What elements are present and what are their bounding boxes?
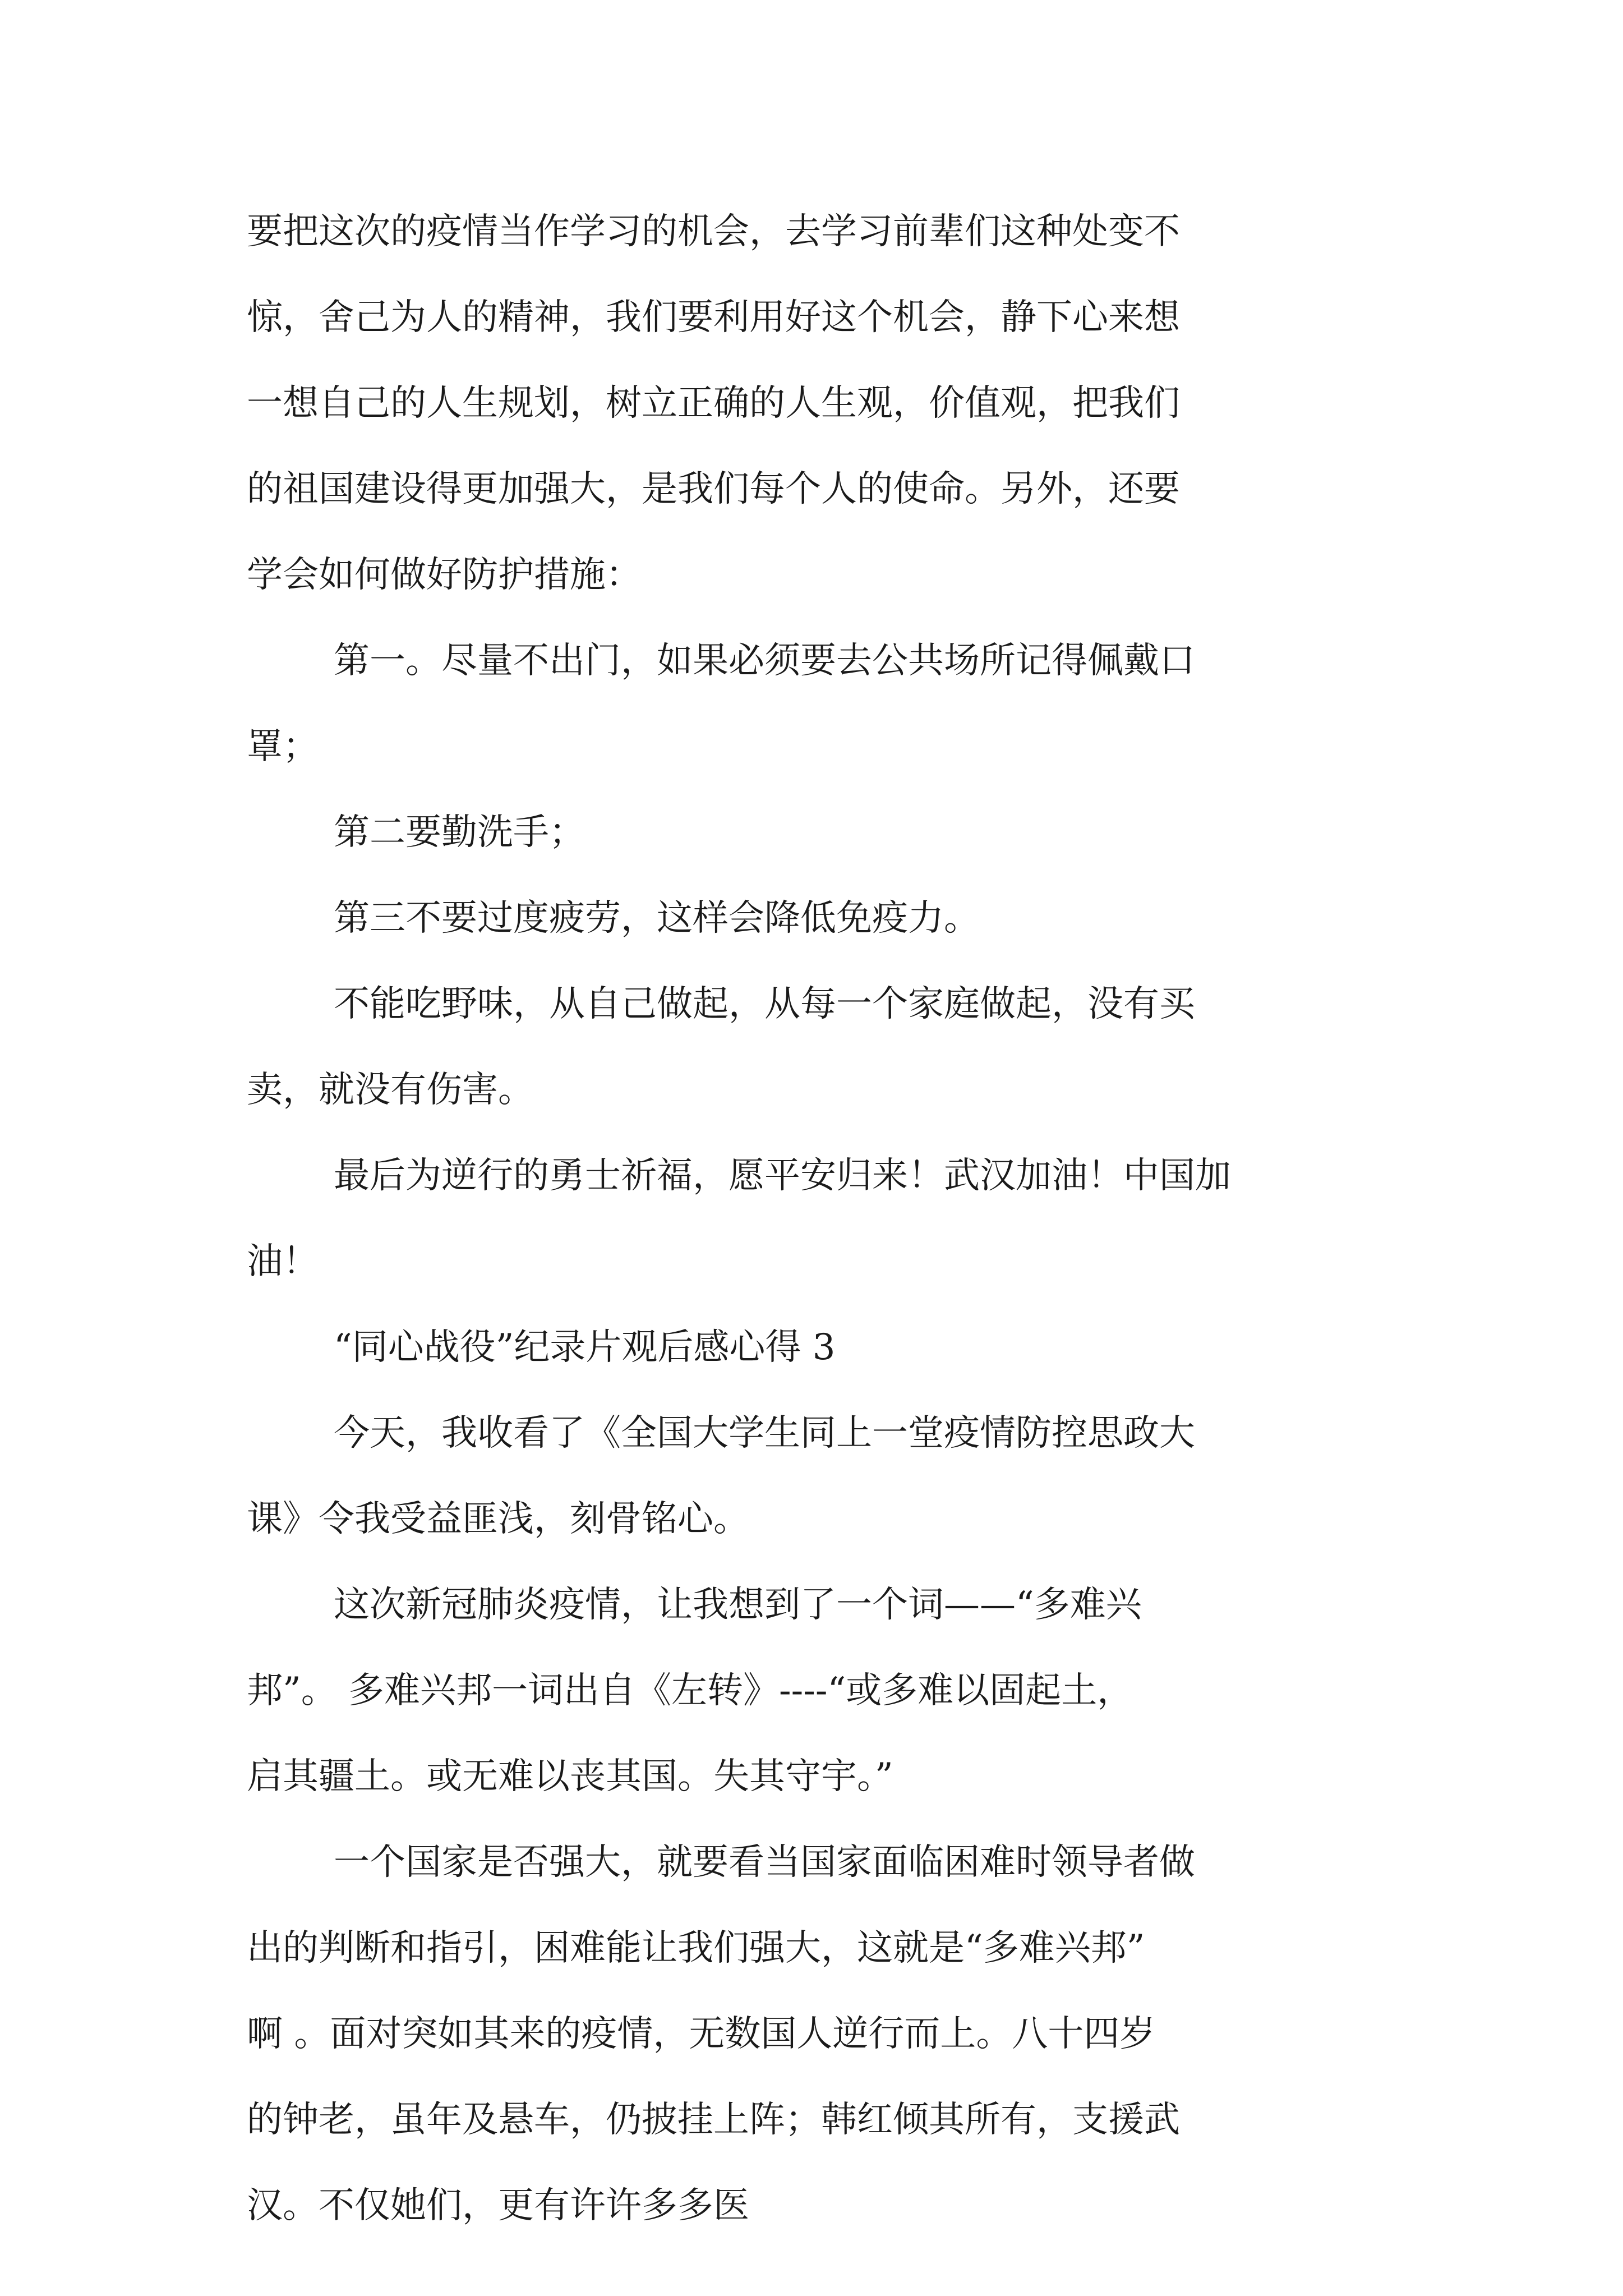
paragraph-start-line: 这次新冠肺炎疫情，让我想到了一个词——“多难兴 xyxy=(334,1584,1142,1626)
body-text-line: 学会如何做好防护措施： xyxy=(247,554,642,596)
body-text-line: 惊，舍己为人的精神，我们要利用好这个机会，静下心来想 xyxy=(247,297,1180,338)
section-heading: “同心战役”纪录片观后感心得 3 xyxy=(334,1327,836,1368)
body-text-line: 啊 。面对突如其来的疫情，无数国人逆行而上。八十四岁 xyxy=(247,2013,1156,2055)
body-text-line: 油！ xyxy=(247,1241,319,1282)
body-text-line: 课》令我受益匪浅，刻骨铭心。 xyxy=(247,1498,749,1540)
body-text-line: 邦”。 多难兴邦一词出自《左转》----“或多难以固起土， xyxy=(247,1670,1133,1711)
paragraph-start-line: 今天，我收看了《全国大学生同上一堂疫情防控思政大 xyxy=(334,1412,1195,1454)
paragraph-start-line: 第三不要过度疲劳，这样会降低免疫力。 xyxy=(334,898,980,939)
body-text-line: 汉。不仅她们，更有许许多多医 xyxy=(247,2185,749,2226)
paragraph-start-line: 最后为逆行的勇士祈福，愿平安归来！武汉加油！中国加 xyxy=(334,1155,1231,1197)
body-text-line: 罩； xyxy=(247,726,319,767)
body-text-line: 卖，就没有伤害。 xyxy=(247,1069,534,1111)
body-text-line: 出的判断和指引，困难能让我们强大，这就是“多难兴邦” xyxy=(247,1927,1145,1969)
body-text-line: 要把这次的疫情当作学习的机会，去学习前辈们这种处变不 xyxy=(247,211,1180,252)
paragraph-start-line: 一个国家是否强大，就要看当国家面临困难时领导者做 xyxy=(334,1842,1195,1883)
paragraph-start-line: 第二要勤洗手； xyxy=(334,812,585,853)
paragraph-start-line: 不能吃野味，从自己做起，从每一个家庭做起，没有买 xyxy=(334,983,1195,1025)
body-text-line: 启其疆土。或无难以丧其国。失其守宇。” xyxy=(247,1756,893,1797)
body-text-line: 的钟老，虽年及悬车，仍披挂上阵；韩红倾其所有，支援武 xyxy=(247,2099,1180,2141)
paragraph-start-line: 第一。尽量不出门，如果必须要去公共场所记得佩戴口 xyxy=(334,640,1195,682)
body-text-line: 一想自己的人生规划，树立正确的人生观，价值观，把我们 xyxy=(247,383,1180,424)
body-text-line: 的祖国建设得更加强大，是我们每个人的使命。另外，还要 xyxy=(247,468,1180,510)
